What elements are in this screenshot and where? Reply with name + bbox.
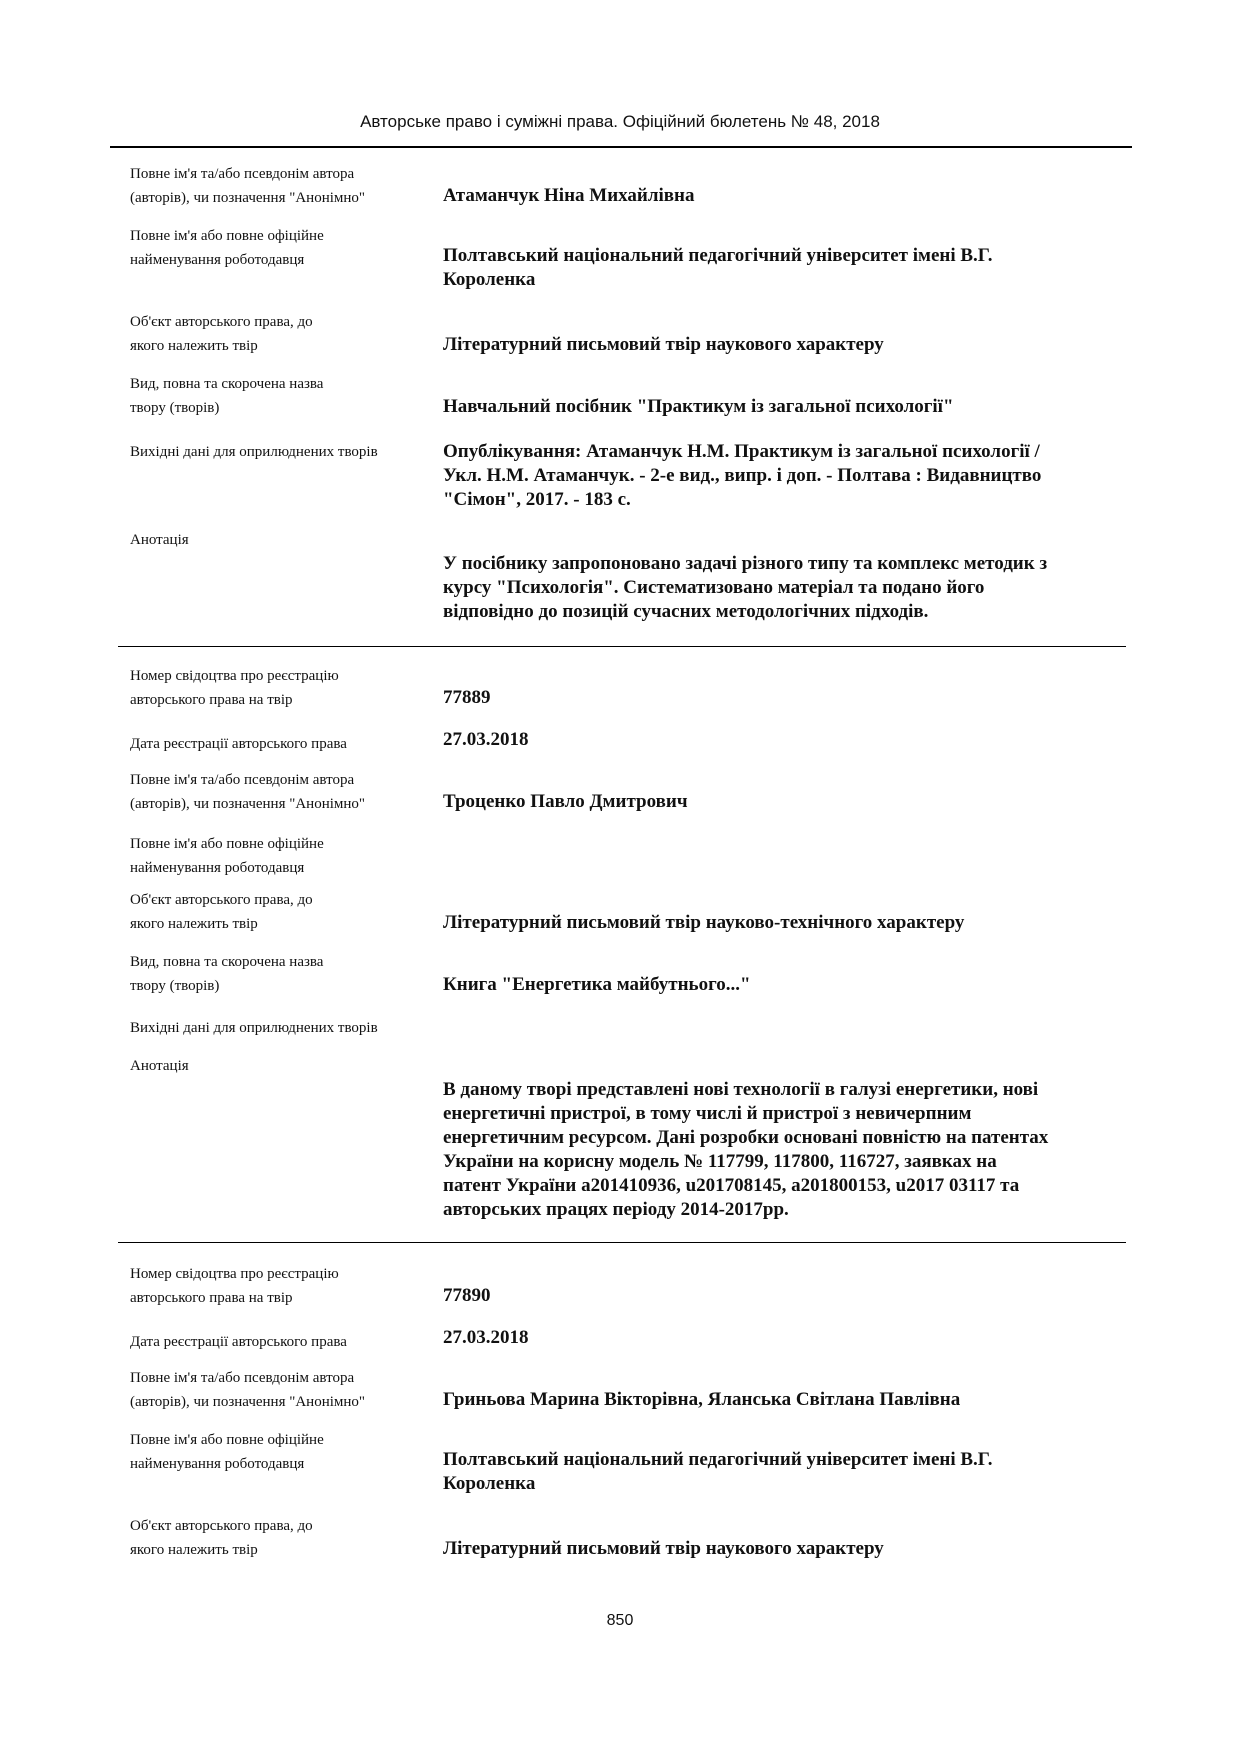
object-value: Літературний письмовий твір наукового характеру: [443, 1538, 884, 1559]
page-header: Авторське право і суміжні права. Офіційний бюлетень № 48, 2018: [360, 112, 880, 131]
annotation-value: В даному творі представлені нові технології в галузі енергетики, нові енергетичні пристрої, в тому числі й пристрої з невичерпним енергетичним ресурсом. Дані розробки основані повністю на патентах України на корисну модель № 117799, 117800, 116727, заявках на патент України а201410936, u201708145, а201800153, u2017 03117 та авторських працях періоду 2014-2017рр.: [443, 1079, 1049, 1220]
field-label: Дата реєстрації авторського права: [130, 1334, 347, 1350]
field-label: Анотація: [130, 1058, 189, 1074]
field-label: Вид, повна та скорочена назва твору (творів): [130, 376, 324, 416]
field-label: Повне ім'я або повне офіційне найменування роботодавця: [130, 1432, 324, 1472]
cert-number-value: 77889: [443, 687, 491, 708]
field-label: Об'єкт авторського права, до якого належить твір: [130, 892, 313, 932]
author-value: Гриньова Марина Вікторівна, Яланська Світлана Павлівна: [443, 1389, 961, 1410]
employer-value: Полтавський національний педагогічний університет імені В.Г. Короленка: [443, 1449, 993, 1494]
field-label: Номер свідоцтва про реєстрацію авторського права на твір: [130, 1266, 339, 1306]
field-label: Анотація: [130, 532, 189, 548]
author-value: Атаманчук Ніна Михайлівна: [443, 185, 695, 206]
field-label: Вихідні дані для оприлюднених творів: [130, 444, 378, 460]
reg-date-value: 27.03.2018: [443, 1327, 529, 1348]
field-label: Дата реєстрації авторського права: [130, 736, 347, 752]
employer-value: Полтавський національний педагогічний університет імені В.Г. Короленка: [443, 245, 993, 290]
title-value: Книга "Енергетика майбутнього...": [443, 974, 751, 995]
field-label: Повне ім'я або повне офіційне найменування роботодавця: [130, 836, 324, 876]
field-label: Номер свідоцтва про реєстрацію авторського права на твір: [130, 668, 339, 708]
object-value: Літературний письмовий твір науково-технічного характеру: [443, 912, 965, 933]
record-divider: [118, 1242, 1126, 1243]
field-label: Повне ім'я та/або псевдонім автора (авторів), чи позначення "Анонімно": [130, 1370, 366, 1410]
object-value: Літературний письмовий твір наукового характеру: [443, 334, 884, 355]
header-divider: [110, 146, 1132, 148]
title-value: Навчальний посібник "Практикум із загальної психології": [443, 396, 954, 417]
reg-date-value: 27.03.2018: [443, 729, 529, 750]
annotation-value: У посібнику запропоновано задачі різного типу та комплекс методик з курсу "Психологія". Систематизовано матеріал та подано його відповідно до позицій сучасних методологічних підходів.: [443, 553, 1048, 622]
field-label: Повне ім'я або повне офіційне найменування роботодавця: [130, 228, 324, 268]
field-label: Повне ім'я та/або псевдонім автора (авторів), чи позначення "Анонімно": [130, 772, 366, 812]
record-divider: [118, 646, 1126, 647]
field-label: Повне ім'я та/або псевдонім автора (авторів), чи позначення "Анонімно": [130, 166, 366, 206]
field-label: Вид, повна та скорочена назва твору (творів): [130, 954, 324, 994]
page-number: 850: [606, 1612, 634, 1629]
field-label: Вихідні дані для оприлюднених творів: [130, 1020, 378, 1036]
author-value: Троценко Павло Дмитрович: [443, 791, 688, 812]
cert-number-value: 77890: [443, 1285, 491, 1306]
field-label: Об'єкт авторського права, до якого належить твір: [130, 1518, 313, 1558]
field-label: Об'єкт авторського права, до якого належить твір: [130, 314, 313, 354]
published-value: Опублікування: Атаманчук Н.М. Практикум із загальної психології / Укл. Н.М. Атаманчук. - 2-е вид., випр. і доп. - Полтава : Видавництво "Сімон", 2017. - 183 с.: [443, 441, 1042, 510]
